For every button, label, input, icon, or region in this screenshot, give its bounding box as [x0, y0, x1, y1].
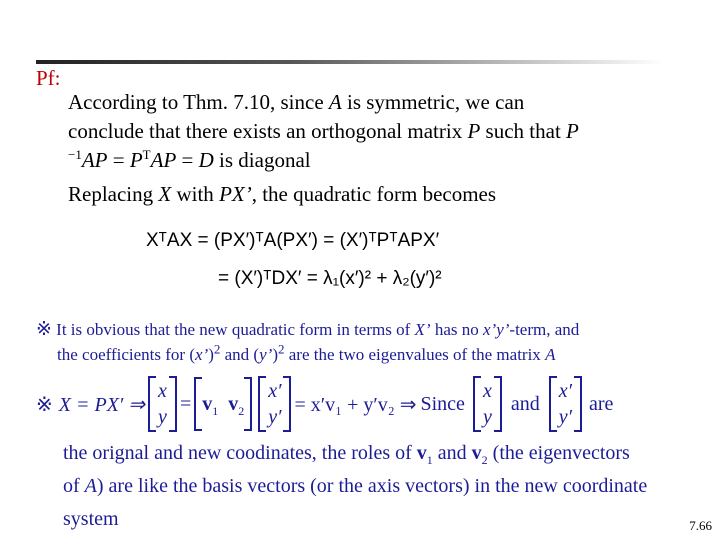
vector-xpyp: x′ y′	[258, 376, 291, 432]
note-2-equation: ※ X = PX′ ⇒ x y = $v_1$ $v_2$ x′ y′ = x′v₁ + y′v₂ ⇒ Since x y and x′ y′ are	[36, 374, 613, 434]
note-2-line-4: system	[63, 508, 119, 530]
equation-line-1: XᵀAX = (PX′)ᵀA(PX′) = (X′)ᵀPᵀAPX′	[146, 230, 440, 251]
proof-line-4: Replacing X with PX’, the quadratic form becomes	[68, 182, 497, 206]
note-2-line-3: of A) are like the basis vectors (or the axis vectors) in the new coordinate	[63, 475, 648, 497]
note-2-line-2: the orignal and new coodinates, the roles of $v_1$ and $v_2$ (the eigenvectors	[63, 442, 630, 467]
proof-line-1: According to Thm. 7.10, since A is symmetric, we can	[68, 90, 525, 114]
title-rule	[36, 60, 664, 64]
proof-line-2: conclude that there exists an orthogonal matrix P such that P	[68, 119, 579, 143]
note-1-line-2: the coefficients for (x’)$^2$ and (y’)$^2$ are the two eigenvalues of the matrix A	[57, 341, 556, 364]
proof-line-3: $^{-1}AP = P^TAP = D$ is diagonal	[68, 147, 311, 172]
note-1-line-1: ※ It is obvious that the new quadratic form in terms of X’ has no x’y’-term, and	[36, 319, 580, 340]
vector-xy-2: x y	[473, 376, 502, 432]
page-number: 7.66	[689, 518, 712, 533]
matrix-v1-v2: $v_1$ $v_2$	[194, 377, 252, 431]
vector-xy: x y	[148, 376, 177, 432]
proof-heading: Pf:	[36, 66, 61, 90]
vector-xpyp-2: x′ y′	[549, 376, 582, 432]
equation-line-2: = (X′)ᵀDX′ = λ₁(x′)² + λ₂(y′)²	[218, 268, 442, 289]
